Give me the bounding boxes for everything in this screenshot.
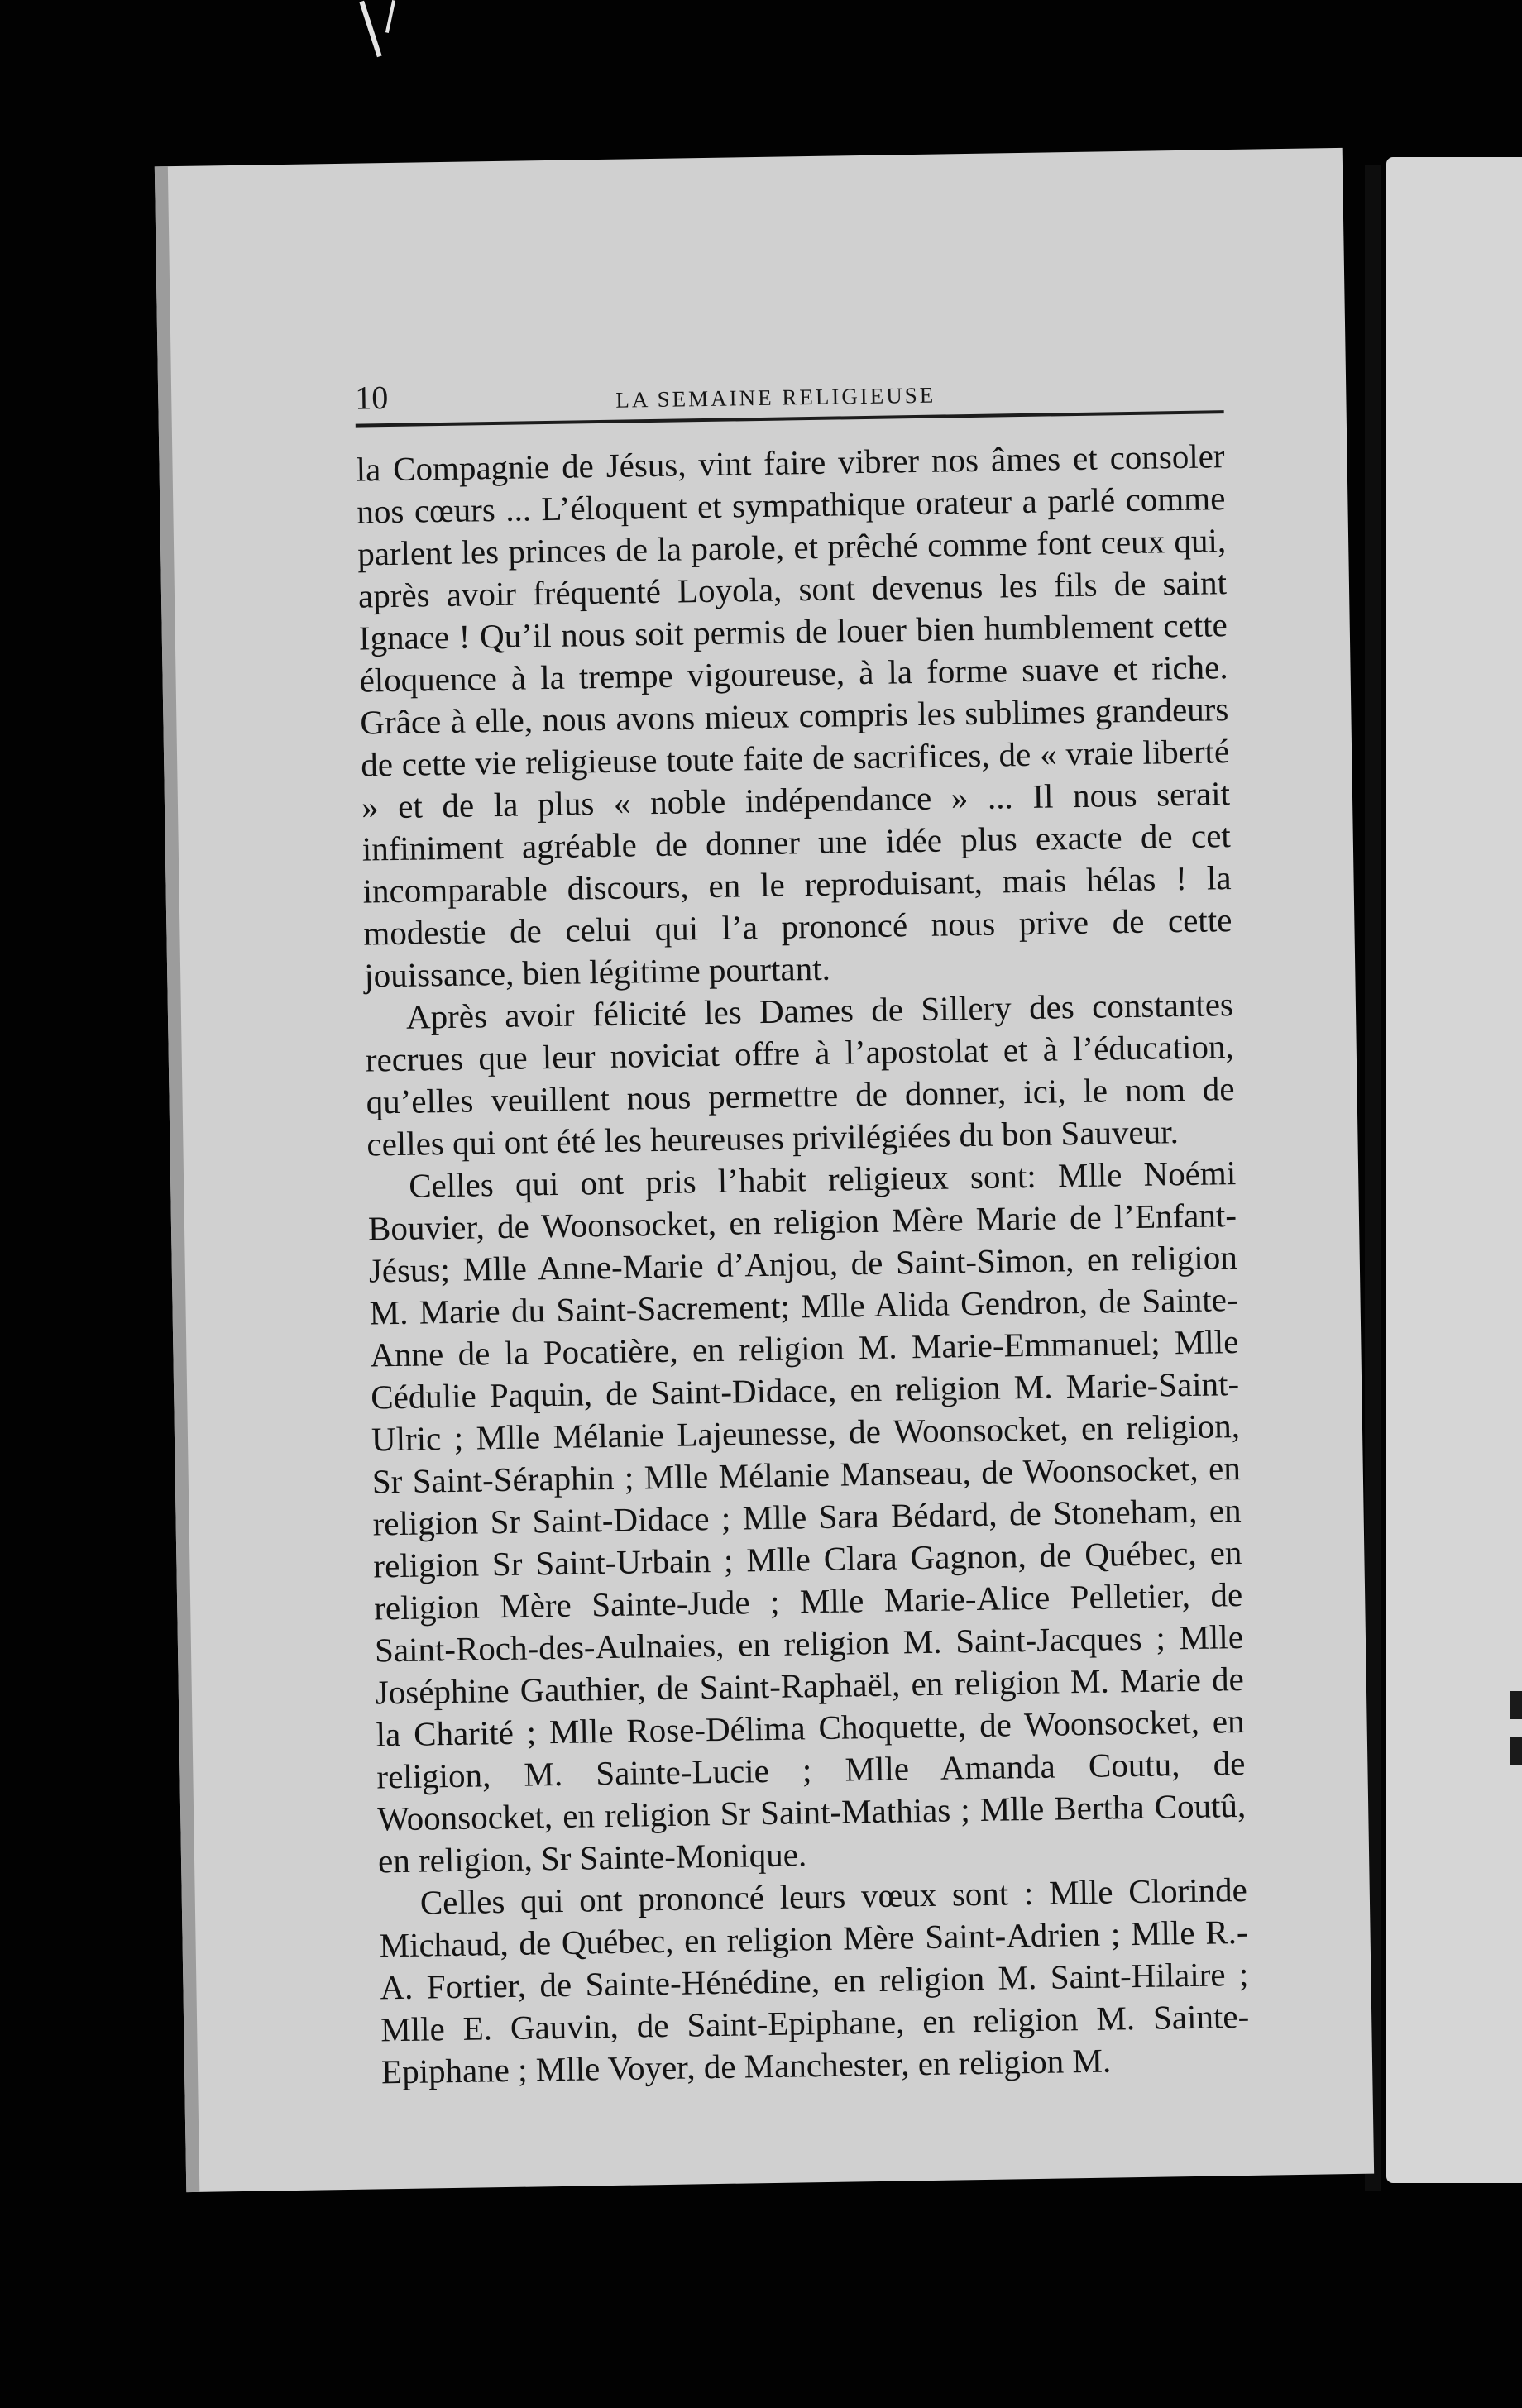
adjacent-page-text-fragment xyxy=(1510,1691,1522,1719)
paragraph: la Compagnie de Jésus, vint faire vibrer nos âmes et consoler nos cœurs ... L’éloquent et sympathique orateur a parlé comme parlent les princes de la parole, et prêché comme font ceux qui, après avoir fréquenté Loyola, sont devenus les fils de saint Ignace ! Qu’il nous soit permis de louer bien humblement cette éloquence à la trempe vigoureuse, à la forme suave et riche. Grâce à elle, nous avons mieux compris les sublimes grandeurs de cette vie religieuse toute faite de sacrifices, de « vraie liberté » et de la plus « noble indépendance » ... Il nous serait infiniment agréable de donner une idée plus exacte de cet incomparable discours, en le reproduisant, mais hélas ! la modestie de celui qui l’a prononcé nous prive de cette jouissance, bien légitime pourtant. xyxy=(356,437,1232,995)
adjacent-page-edge xyxy=(1386,157,1522,2183)
paragraph: Après avoir félicité les Dames de Sillery des constantes recrues que leur noviciat offre à l’apostolat et à l’éducation, qu’elles veuillent nous permettre de donner, ici, le nom de celles qui ont été les heureuses privilégiées du bon Sauveur. xyxy=(365,985,1235,1163)
paragraph: Celles qui ont prononcé leurs vœux sont : Mlle Clorinde Michaud, de Québec, en religion Mère Saint-Adrien ; Mlle R.-A. Fortier, de Sainte-Hénédine, en religion M. Saint-Hilaire ; Mlle E. Gauvin, de Saint-Epiphane, en religion M. Sainte-Epiphane ; Mlle Voyer, de Manchester, en religion M. xyxy=(379,1870,1250,2091)
running-head: LA SEMAINE RELIGIEUSE xyxy=(615,382,936,413)
page-header xyxy=(355,365,1224,427)
book-page xyxy=(155,148,1374,2192)
page-number: 10 xyxy=(354,379,389,417)
film-scratch xyxy=(385,0,395,33)
film-scratch xyxy=(359,1,381,57)
page-content xyxy=(354,365,1257,2091)
paragraph: Celles qui ont pris l’habit religieux sont: Mlle Noémi Bouvier, de Woonsocket, en religion Mère Marie de l’Enfant-Jésus; Mlle Anne-Marie d’Anjou, de Saint-Simon, en religion M. Marie du Saint-Sacrement; Mlle Alida Gendron, de Sainte-Anne de la Pocatière, en religion M. Marie-Emmanuel; Mlle Cédulie Paquin, de Saint-Didace, en religion M. Marie-Saint-Ulric ; Mlle Mélanie Lajeunesse, de Woonsocket, en religion, Sr Saint-Séraphin ; Mlle Mélanie Manseau, de Woonsocket, en religion Sr Saint-Didace ; Mlle Sara Bédard, de Stoneham, en religion Sr Saint-Urbain ; Mlle Clara Gagnon, de Québec, en religion Mère Sainte-Jude ; Mlle Marie-Alice Pelletier, de Saint-Roch-des-Aulnaies, en religion M. Saint-Jacques ; Mlle Joséphine Gauthier, de Saint-Raphaël, en religion M. Marie de la Charité ; Mlle Rose-Délima Choquette, de Woonsocket, en religion, M. Sainte-Lucie ; Mlle Amanda Coutu, de Woonsocket, en religion Sr Saint-Mathias ; Mlle Bertha Coutû, en religion, Sr Sainte-Monique. xyxy=(367,1154,1247,1880)
article-body xyxy=(356,435,1250,2093)
adjacent-page-text-fragment xyxy=(1510,1737,1522,1765)
